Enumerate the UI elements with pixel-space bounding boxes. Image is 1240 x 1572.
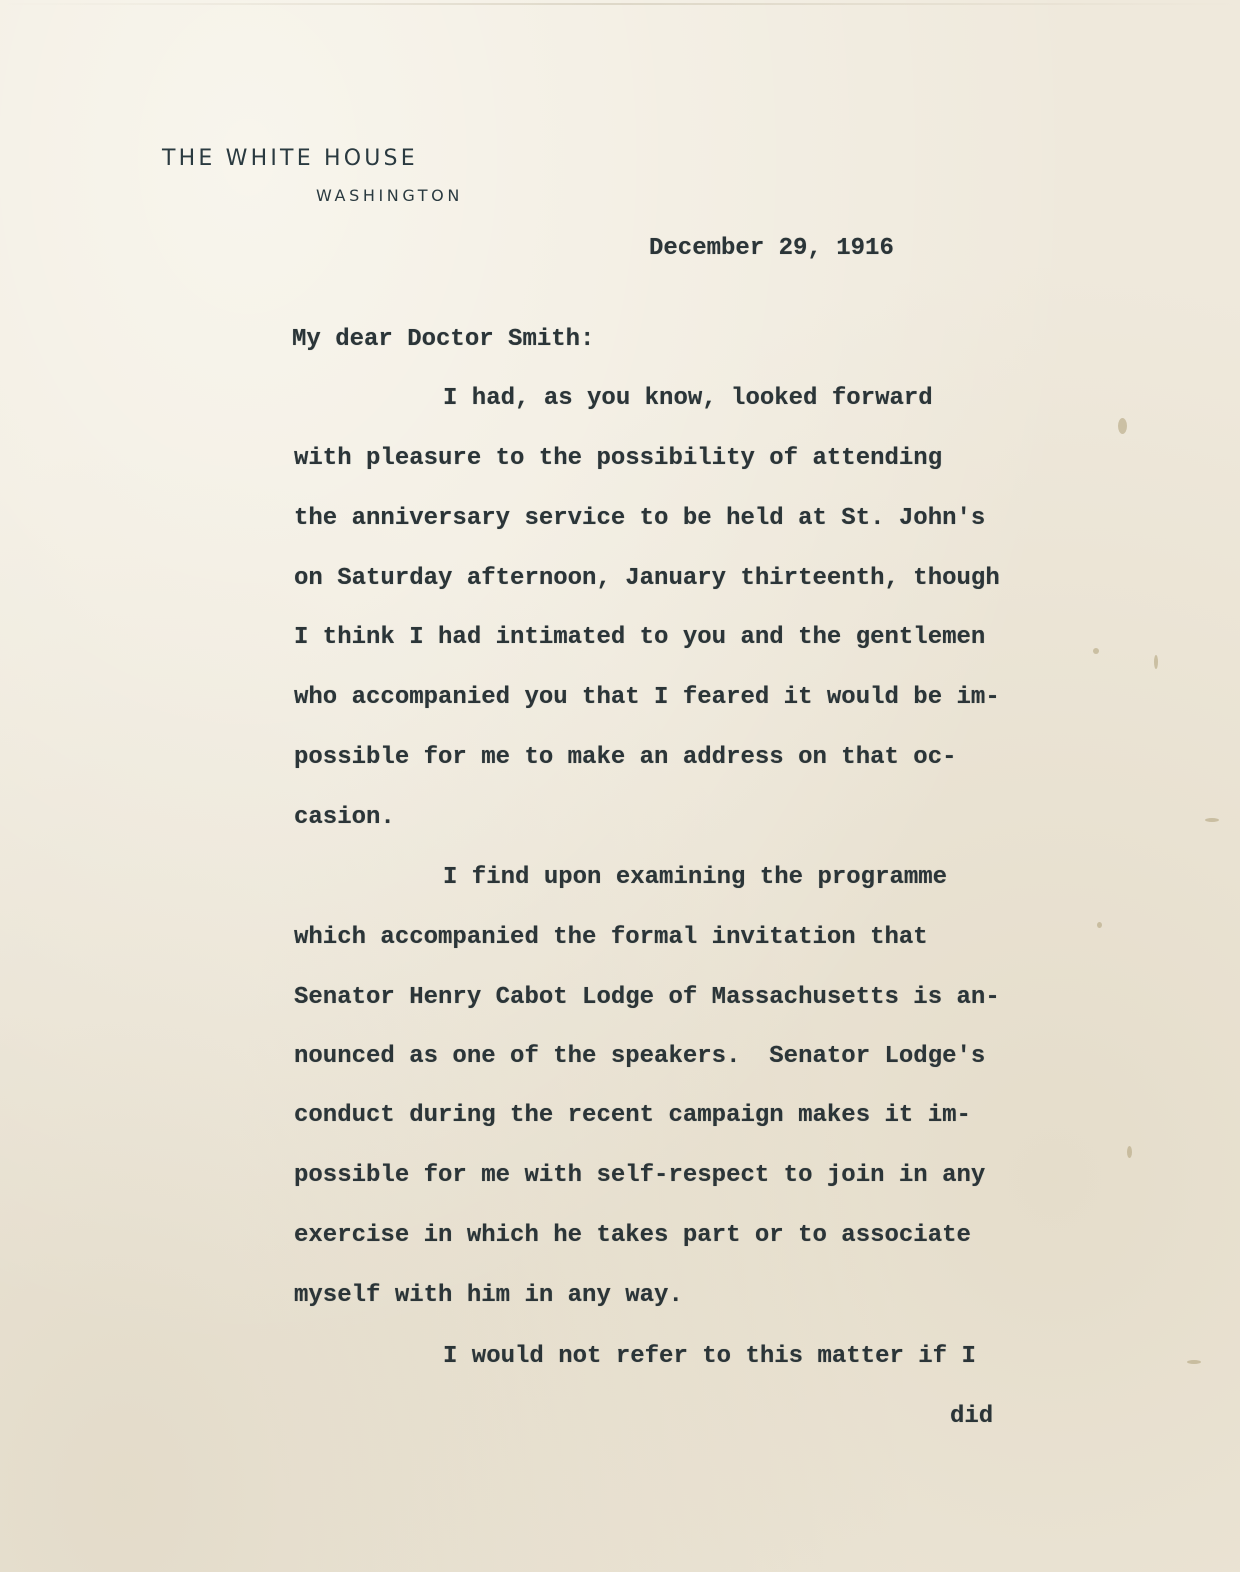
body-line: Senator Henry Cabot Lodge of Massachusetts is an- (294, 984, 1000, 1011)
body-line: the anniversary service to be held at St. John's (294, 505, 986, 532)
body-line: who accompanied you that I feared it would be im- (294, 684, 1000, 711)
body-line: on Saturday afternoon, January thirteenth, though (294, 565, 1000, 592)
paper-speck (1127, 1146, 1132, 1158)
paper-speck (1187, 1360, 1201, 1364)
catchword: did (950, 1403, 994, 1430)
body-line: I had, as you know, looked forward (443, 385, 933, 412)
body-line: nounced as one of the speakers. Senator Lodge's (294, 1043, 986, 1070)
body-line: I think I had intimated to you and the gentlemen (294, 624, 986, 651)
paper-speck (1093, 648, 1099, 654)
body-line: exercise in which he takes part or to associate (294, 1222, 971, 1249)
body-line: I find upon examining the programme (443, 864, 948, 891)
letter-date: December 29, 1916 (649, 235, 894, 262)
paper-edge (0, 3, 1240, 5)
body-line: conduct during the recent campaign makes it im- (294, 1102, 971, 1129)
body-line: which accompanied the formal invitation that (294, 924, 928, 951)
salutation: My dear Doctor Smith: (292, 326, 595, 353)
body-line: with pleasure to the possibility of attending (294, 445, 943, 472)
body-line: possible for me to make an address on that oc- (294, 744, 957, 771)
letterhead-title: THE WHITE HOUSE (162, 146, 418, 171)
paper-speck (1097, 922, 1102, 928)
paper-speck (1205, 818, 1219, 822)
body-line: myself with him in any way. (294, 1282, 683, 1309)
letterhead-city: WASHINGTON (316, 186, 463, 205)
body-line: possible for me with self-respect to join in any (294, 1162, 986, 1189)
paper-speck (1154, 655, 1158, 669)
paper-speck (1118, 418, 1127, 434)
body-line: casion. (294, 804, 395, 831)
body-line: I would not refer to this matter if I (443, 1343, 976, 1370)
